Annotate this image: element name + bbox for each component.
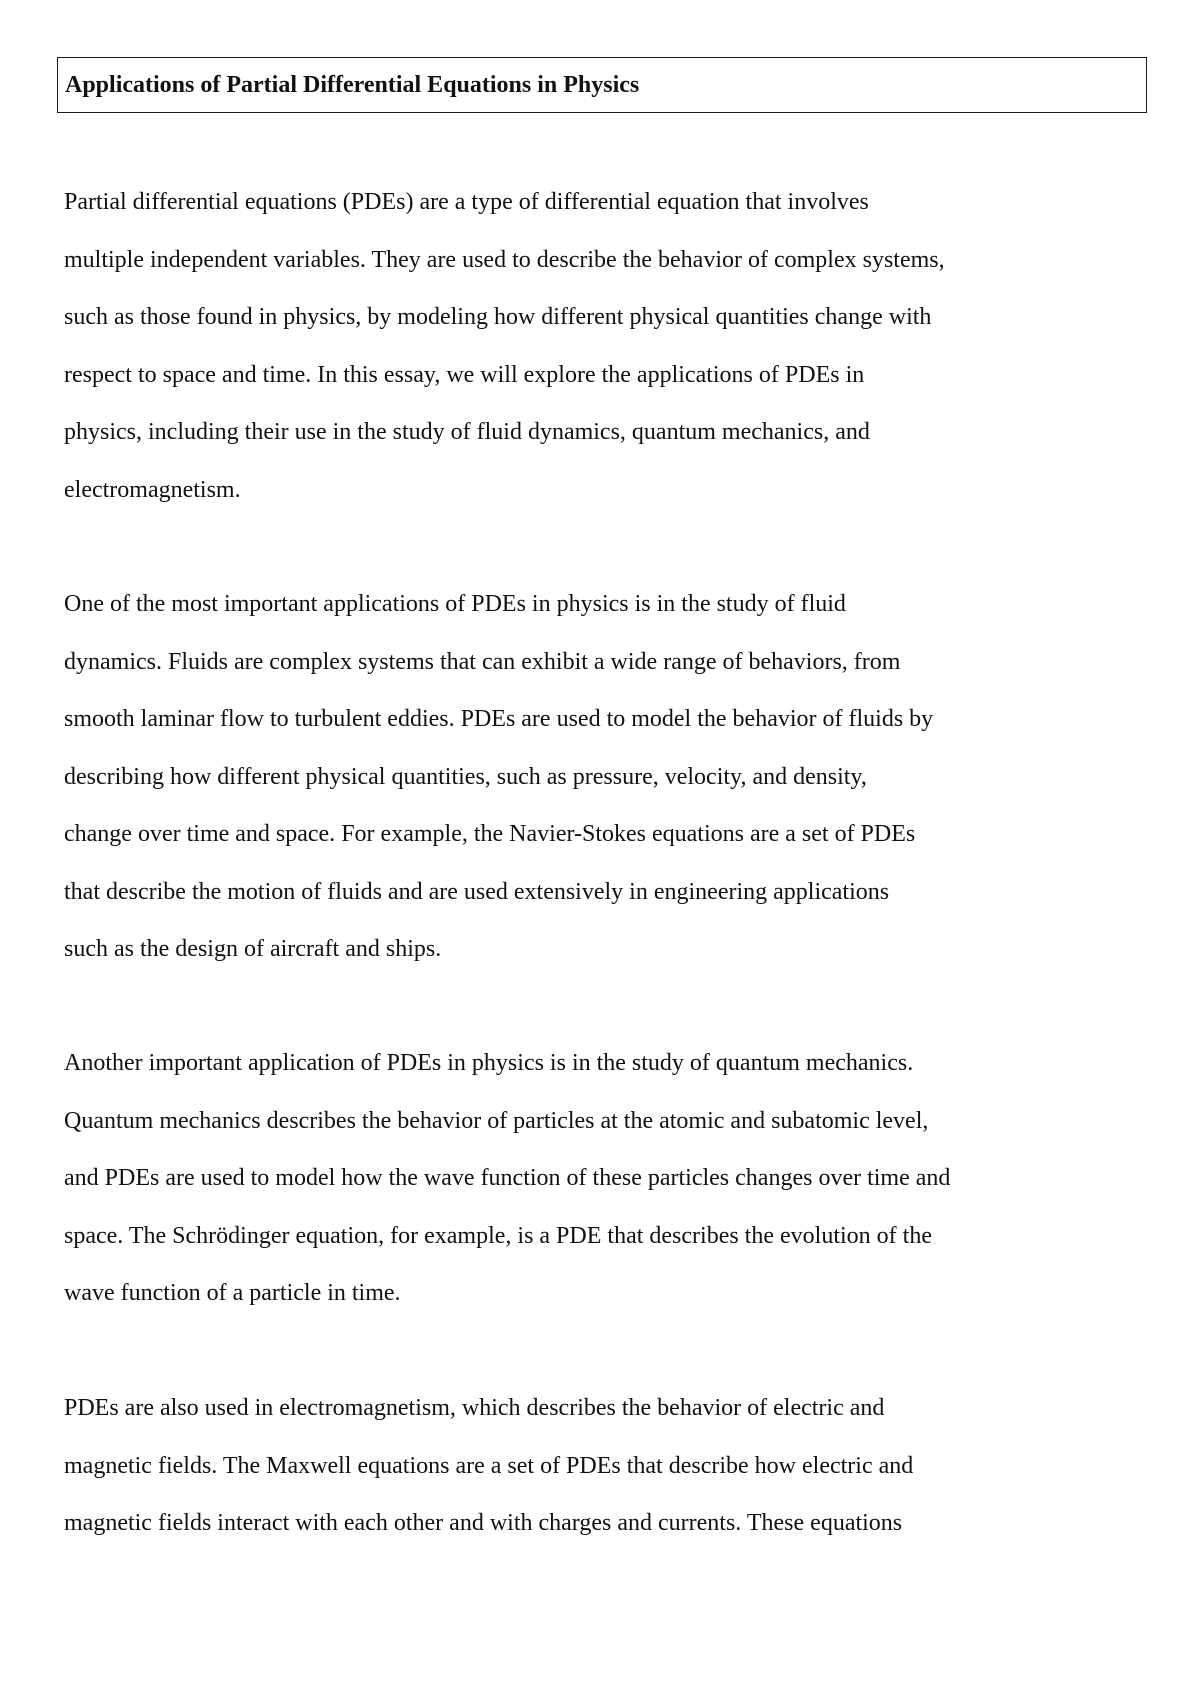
paragraph-electromagnetism — [64, 1394, 913, 1567]
paragraph-line: One of the most important applications of PDEs in physics is in the study of fluid — [64, 591, 846, 617]
document-title-box — [57, 57, 1147, 113]
paragraph-line: dynamics. Fluids are complex systems that can exhibit a wide range of behaviors, from — [64, 648, 901, 675]
document-title: Applications of Partial Differential Equations in Physics — [65, 72, 640, 98]
paragraph-line: Quantum mechanics describes the behavior of particles at the atomic and subatomic level, — [64, 1107, 929, 1134]
paragraph-line: smooth laminar flow to turbulent eddies. PDEs are used to model the behavior of fluids by — [64, 706, 934, 732]
paragraph-line: describing how different physical quantities, such as pressure, velocity, and density, — [64, 763, 867, 790]
paragraph-line: and PDEs are used to model how the wave function of these particles changes over time and — [64, 1165, 951, 1191]
paragraph-line: wave function of a particle in time. — [64, 1280, 401, 1306]
paragraph-line: PDEs are also used in electromagnetism, which describes the behavior of electric and — [64, 1395, 885, 1421]
paragraph-line: Another important application of PDEs in physics is in the study of quantum mechanics. — [64, 1050, 914, 1076]
paragraph-line: multiple independent variables. They are used to describe the behavior of complex systems, — [64, 246, 945, 273]
paragraph-line: that describe the motion of fluids and are used extensively in engineering applications — [64, 878, 890, 905]
paragraph-line: magnetic fields. The Maxwell equations are a set of PDEs that describe how electric and — [64, 1452, 914, 1479]
paragraph-line: magnetic fields interact with each other and with charges and currents. These equations — [64, 1510, 903, 1536]
paragraph-line: electromagnetism. — [64, 476, 241, 503]
paragraph-line: space. The Schrödinger equation, for example, is a PDE that describes the evolution of the — [64, 1222, 932, 1249]
paragraph-quantum-mechanics — [64, 1049, 950, 1337]
paragraph-line: respect to space and time. In this essay, we will explore the applications of PDEs in — [64, 361, 865, 388]
paragraph-line: change over time and space. For example, the Navier-Stokes equations are a set of PDEs — [64, 821, 916, 847]
paragraph-line: Partial differential equations (PDEs) are a type of differential equation that involves — [64, 189, 869, 215]
paragraph-line: such as the design of aircraft and ships. — [64, 936, 442, 962]
paragraph-line: such as those found in physics, by modeling how different physical quantities change with — [64, 304, 932, 330]
paragraph-introduction — [64, 188, 945, 533]
paragraph-line: physics, including their use in the study of fluid dynamics, quantum mechanics, and — [64, 419, 870, 445]
paragraph-fluid-dynamics — [64, 590, 933, 993]
